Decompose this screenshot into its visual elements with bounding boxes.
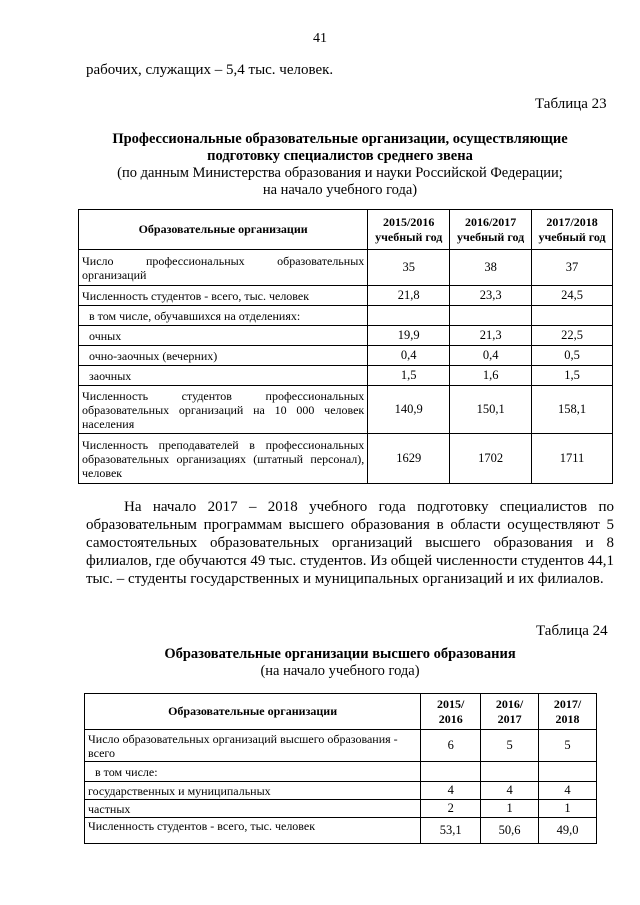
table24-header-2017: 2017/ 2018 [539,694,597,730]
cell-value: 21,3 [450,326,532,346]
table-row [79,346,613,366]
table24-subtitle: (на начало учебного года) [260,663,420,679]
table23-title-line2: подготовку специалистов среднего звена [207,148,473,164]
cell-value: 1 [539,800,597,818]
cell-value: 23,3 [450,286,532,306]
cell-value [532,306,613,326]
table-row [85,762,597,782]
cell-value: 49,0 [539,818,597,844]
table23-subtitle-line2: на начало учебного года) [262,182,418,198]
cell-value [368,306,450,326]
cell-value: 5 [481,730,539,762]
cell-value: 21,8 [368,286,450,306]
table-row [79,286,613,306]
table-row [79,250,613,286]
table-row [79,386,613,434]
row-label: очных [79,326,368,346]
cell-value: 35 [368,250,450,286]
table-row [79,326,613,346]
table24-header-2016: 2016/ 2017 [481,694,539,730]
cell-value: 1702 [450,434,532,484]
table23-title-line1: Профессиональные образовательные организации, осуществляющие [112,131,568,147]
cell-value: 5 [539,730,597,762]
table23-subtitle-line1: (по данным Министерства образования и науки Российской Федерации; [117,165,563,181]
cell-value: 1,5 [532,366,613,386]
cell-value: 22,5 [532,326,613,346]
cell-value: 50,6 [481,818,539,844]
cell-value: 19,9 [368,326,450,346]
table24-header-2015: 2015/ 2016 [421,694,481,730]
cell-value [481,762,539,782]
cell-value: 1 [481,800,539,818]
cell-value: 24,5 [532,286,613,306]
table24-label: Таблица 24 [536,623,608,639]
cell-value: 4 [481,782,539,800]
table-row [79,366,613,386]
paragraph-text: На начало 2017 – 2018 учебного года подготовку специалистов по образовательным программам высшего образования в области осуществляют 5 самостоятельных образовательных организаций высшего образования и 8 филиалов, где обучаются 49 тыс. студентов. Из общей численности студентов 44,1 тыс. – студенты государственных и муниципальных организаций и их филиалов. [86,499,614,587]
row-label: Число образовательных организаций высшего образования - всего [85,730,421,762]
table23-header-organizations: Образовательные организации [79,210,368,250]
table-row [85,730,597,762]
table24-heading [60,646,620,680]
table23-header-2016: 2016/2017 учебный год [450,210,532,250]
cell-value [450,306,532,326]
table23-heading [60,131,620,199]
table24 [84,693,597,844]
table-row [85,818,597,844]
row-label: в том числе: [85,762,421,782]
table24-header-organizations: Образовательные организации [85,694,421,730]
cell-value: 4 [421,782,481,800]
table23-header-row [79,210,613,250]
row-label: Численность студентов профессиональных образовательных организаций на 10 000 человек населения [79,386,368,434]
table-row [79,434,613,484]
cell-value: 158,1 [532,386,613,434]
row-label: государственных и муниципальных [85,782,421,800]
table23-header-2017: 2017/2018 учебный год [532,210,613,250]
row-label: Число профессиональных образовательных организаций [79,250,368,286]
row-label: очно-заочных (вечерних) [79,346,368,366]
table24-header-row [85,694,597,730]
page-number: 41 [313,31,327,46]
cell-value [421,762,481,782]
table24-title: Образовательные организации высшего образования [164,646,516,662]
cell-value: 53,1 [421,818,481,844]
cell-value: 0,4 [450,346,532,366]
table-row [79,306,613,326]
row-label: в том числе, обучавшихся на отделениях: [79,306,368,326]
table23-header-2015: 2015/2016 учебный год [368,210,450,250]
row-label: частных [85,800,421,818]
cell-value: 0,5 [532,346,613,366]
table23-label: Таблица 23 [535,96,607,112]
cell-value: 2 [421,800,481,818]
cell-value: 4 [539,782,597,800]
table-row [85,782,597,800]
cell-value: 1,5 [368,366,450,386]
row-label: Численность студентов - всего, тыс. человек [85,818,421,844]
cell-value: 38 [450,250,532,286]
cell-value: 140,9 [368,386,450,434]
cell-value: 0,4 [368,346,450,366]
row-label: заочных [79,366,368,386]
cell-value [539,762,597,782]
row-label: Численность преподавателей в профессиональных образовательных организациях (штатный персонал), человек [79,434,368,484]
top-text: рабочих, служащих – 5,4 тыс. человек. [86,62,334,78]
body-paragraph [86,498,614,588]
table23 [78,209,613,484]
row-label: Численность студентов - всего, тыс. человек [79,286,368,306]
cell-value: 6 [421,730,481,762]
cell-value: 1629 [368,434,450,484]
cell-value: 150,1 [450,386,532,434]
table-row [85,800,597,818]
cell-value: 37 [532,250,613,286]
cell-value: 1711 [532,434,613,484]
cell-value: 1,6 [450,366,532,386]
